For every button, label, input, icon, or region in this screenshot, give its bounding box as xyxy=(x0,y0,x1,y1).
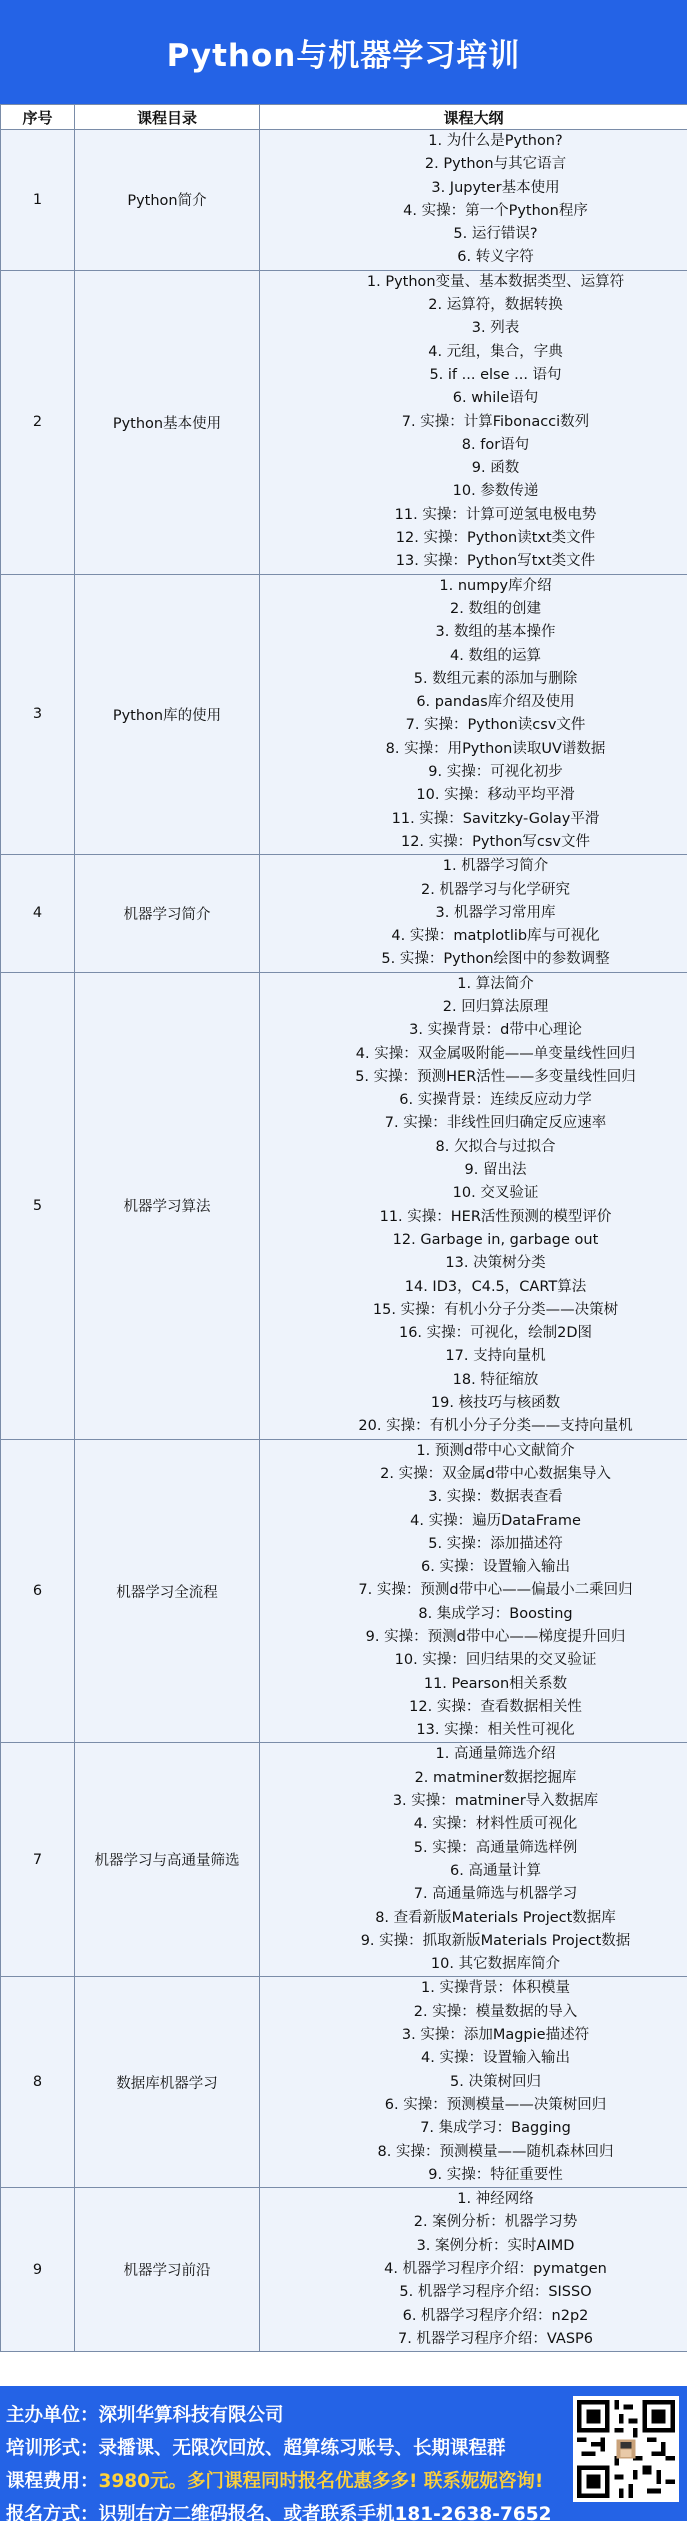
footer-signup xyxy=(6,2498,551,2531)
course-outline xyxy=(260,1977,687,2188)
topic-item: 6. 实操：预测模量——决策树回归 xyxy=(304,2094,687,2117)
topic-item: 4. 元组，集合，字典 xyxy=(304,341,687,364)
table-row xyxy=(1,1977,687,2188)
topic-item: 2. matminer数据挖掘库 xyxy=(304,1767,687,1790)
topic-item: 5. 实操：添加描述符 xyxy=(304,1533,687,1556)
topic-item: 10. 参数传递 xyxy=(304,480,687,503)
footer-info xyxy=(6,2399,551,2531)
course-outline xyxy=(260,574,687,855)
topic-list xyxy=(260,271,687,574)
table-row xyxy=(1,972,687,1439)
topic-item: 1. 机器学习简介 xyxy=(304,855,687,878)
topic-item: 1. 实操背景：体积模量 xyxy=(304,1977,687,2000)
course-outline xyxy=(260,2188,687,2352)
topic-item: 2. 运算符，数据转换 xyxy=(304,294,687,317)
topic-list xyxy=(260,855,687,971)
footer xyxy=(0,2386,687,2521)
row-number: 6 xyxy=(1,1439,75,1743)
topic-item: 11. 实操：计算可逆氢电极电势 xyxy=(304,504,687,527)
qr-code[interactable] xyxy=(573,2396,679,2502)
topic-item: 3. 数组的基本操作 xyxy=(304,621,687,644)
topic-item: 9. 函数 xyxy=(304,457,687,480)
table-row xyxy=(1,1743,687,1977)
course-outline xyxy=(260,855,687,972)
signup-label: 报名方式： xyxy=(6,2504,99,2525)
topic-item: 12. Garbage in, garbage out xyxy=(304,1229,687,1252)
course-outline xyxy=(260,270,687,574)
topic-item: 7. 机器学习程序介绍：VASP6 xyxy=(304,2328,687,2351)
footer-fee xyxy=(6,2465,551,2498)
topic-item: 4. 实操：遍历DataFrame xyxy=(304,1510,687,1533)
topic-list xyxy=(260,130,687,270)
topic-item: 9. 实操：可视化初步 xyxy=(304,761,687,784)
topic-item: 4. 实操：材料性质可视化 xyxy=(304,1813,687,1836)
table-row xyxy=(1,574,687,855)
topic-item: 11. 实操：Savitzky-Golay平滑 xyxy=(304,808,687,831)
topic-list xyxy=(260,1440,687,1743)
row-number: 2 xyxy=(1,270,75,574)
table-header-row xyxy=(1,105,687,130)
topic-item: 3. 列表 xyxy=(304,317,687,340)
topic-item: 19. 核技巧与核函数 xyxy=(304,1392,687,1415)
topic-list xyxy=(260,1743,687,1976)
course-name: Python基本使用 xyxy=(75,270,260,574)
footer-organizer xyxy=(6,2399,551,2432)
format-value: 录播课、无限次回放、超算练习账号、长期课程群 xyxy=(99,2438,506,2459)
row-number: 1 xyxy=(1,130,75,271)
course-name: Python简介 xyxy=(75,130,260,271)
table-row xyxy=(1,2188,687,2352)
topic-item: 6. pandas库介绍及使用 xyxy=(304,691,687,714)
fee-label: 课程费用： xyxy=(6,2471,99,2492)
row-number: 5 xyxy=(1,972,75,1439)
topic-item: 10. 实操：移动平均平滑 xyxy=(304,784,687,807)
topic-item: 13. 实操：相关性可视化 xyxy=(304,1719,687,1742)
topic-item: 12. 实操：Python写csv文件 xyxy=(304,831,687,854)
footer-format xyxy=(6,2432,551,2465)
topic-item: 11. 实操：HER活性预测的模型评价 xyxy=(304,1206,687,1229)
course-name: 机器学习前沿 xyxy=(75,2188,260,2352)
format-label: 培训形式： xyxy=(6,2438,99,2459)
topic-item: 7. 高通量筛选与机器学习 xyxy=(304,1883,687,1906)
topic-item: 9. 留出法 xyxy=(304,1159,687,1182)
topic-list xyxy=(260,1977,687,2187)
topic-item: 11. Pearson相关系数 xyxy=(304,1673,687,1696)
topic-item: 8. 实操：预测模量——随机森林回归 xyxy=(304,2141,687,2164)
topic-item: 18. 特征缩放 xyxy=(304,1369,687,1392)
row-number: 8 xyxy=(1,1977,75,2188)
topic-item: 6. 高通量计算 xyxy=(304,1860,687,1883)
course-outline xyxy=(260,1743,687,1977)
topic-list xyxy=(260,575,687,855)
topic-item: 2. 回归算法原理 xyxy=(304,996,687,1019)
topic-item: 4. 实操：matplotlib库与可视化 xyxy=(304,925,687,948)
column-header-number: 序号 xyxy=(1,105,75,130)
topic-item: 3. Jupyter基本使用 xyxy=(304,177,687,200)
course-outline xyxy=(260,972,687,1439)
course-outline xyxy=(260,1439,687,1743)
row-number: 3 xyxy=(1,574,75,855)
topic-item: 8. 欠拟合与过拟合 xyxy=(304,1136,687,1159)
topic-item: 8. for语句 xyxy=(304,434,687,457)
topic-item: 5. if ... else ... 语句 xyxy=(304,364,687,387)
qr-code-icon xyxy=(577,2400,675,2498)
topic-item: 4. 实操：第一个Python程序 xyxy=(304,200,687,223)
topic-item: 9. 实操：预测d带中心——梯度提升回归 xyxy=(304,1626,687,1649)
topic-item: 12. 实操：查看数据相关性 xyxy=(304,1696,687,1719)
topic-item: 9. 实操：抓取新版Materials Project数据 xyxy=(304,1930,687,1953)
topic-item: 4. 实操：双金属吸附能——单变量线性回归 xyxy=(304,1043,687,1066)
topic-item: 5. 实操：Python绘图中的参数调整 xyxy=(304,948,687,971)
topic-item: 14. ID3，C4.5，CART算法 xyxy=(304,1276,687,1299)
topic-item: 1. Python变量、基本数据类型、运算符 xyxy=(304,271,687,294)
topic-item: 3. 实操：数据表查看 xyxy=(304,1486,687,1509)
topic-item: 1. 神经网络 xyxy=(304,2188,687,2211)
row-number: 9 xyxy=(1,2188,75,2352)
topic-item: 6. while语句 xyxy=(304,387,687,410)
topic-item: 10. 交叉验证 xyxy=(304,1182,687,1205)
topic-item: 4. 数组的运算 xyxy=(304,645,687,668)
topic-item: 7. 集成学习：Bagging xyxy=(304,2117,687,2140)
topic-item: 10. 实操：回归结果的交叉验证 xyxy=(304,1649,687,1672)
topic-item: 8. 查看新版Materials Project数据库 xyxy=(304,1907,687,1930)
topic-item: 12. 实操：Python读txt类文件 xyxy=(304,527,687,550)
topic-item: 2. 机器学习与化学研究 xyxy=(304,879,687,902)
topic-item: 1. 预测d带中心文献简介 xyxy=(304,1440,687,1463)
topic-item: 6. 实操背景：连续反应动力学 xyxy=(304,1089,687,1112)
table-row xyxy=(1,270,687,574)
topic-item: 2. Python与其它语言 xyxy=(304,153,687,176)
topic-item: 13. 决策树分类 xyxy=(304,1252,687,1275)
topic-item: 1. 高通量筛选介绍 xyxy=(304,1743,687,1766)
topic-item: 5. 运行错误? xyxy=(304,223,687,246)
topic-item: 1. numpy库介绍 xyxy=(304,575,687,598)
topic-list xyxy=(260,2188,687,2351)
topic-item: 13. 实操：Python写txt类文件 xyxy=(304,550,687,573)
course-name: 机器学习全流程 xyxy=(75,1439,260,1743)
topic-item: 1. 为什么是Python? xyxy=(304,130,687,153)
column-header-course: 课程目录 xyxy=(75,105,260,130)
topic-item: 3. 实操：添加Magpie描述符 xyxy=(304,2024,687,2047)
topic-item: 3. 实操背景：d带中心理论 xyxy=(304,1019,687,1042)
topic-item: 16. 实操：可视化，绘制2D图 xyxy=(304,1322,687,1345)
topic-list xyxy=(260,973,687,1439)
topic-item: 7. 实操：Python读csv文件 xyxy=(304,714,687,737)
topic-item: 2. 案例分析：机器学习势 xyxy=(304,2211,687,2234)
topic-item: 3. 机器学习常用库 xyxy=(304,902,687,925)
topic-item: 4. 机器学习程序介绍：pymatgen xyxy=(304,2258,687,2281)
topic-item: 3. 实操：matminer导入数据库 xyxy=(304,1790,687,1813)
topic-item: 2. 实操：双金属d带中心数据集导入 xyxy=(304,1463,687,1486)
column-header-outline: 课程大纲 xyxy=(260,105,687,130)
topic-item: 6. 实操：设置输入输出 xyxy=(304,1556,687,1579)
topic-item: 15. 实操：有机小分子分类——决策树 xyxy=(304,1299,687,1322)
syllabus-table xyxy=(0,104,687,2352)
course-name: 数据库机器学习 xyxy=(75,1977,260,2188)
course-name: Python库的使用 xyxy=(75,574,260,855)
course-outline xyxy=(260,130,687,271)
topic-item: 7. 实操：非线性回归确定反应速率 xyxy=(304,1112,687,1135)
fee-value: 3980元。多门课程同时报名优惠多多! 联系妮妮咨询! xyxy=(99,2471,544,2492)
topic-item: 3. 案例分析：实时AIMD xyxy=(304,2235,687,2258)
course-name: 机器学习算法 xyxy=(75,972,260,1439)
topic-item: 20. 实操：有机小分子分类——支持向量机 xyxy=(304,1415,687,1438)
topic-item: 4. 实操：设置输入输出 xyxy=(304,2047,687,2070)
organizer-value: 深圳华算科技有限公司 xyxy=(99,2405,284,2426)
topic-item: 2. 实操：模量数据的导入 xyxy=(304,2001,687,2024)
title-bar xyxy=(0,0,687,104)
course-name: 机器学习与高通量筛选 xyxy=(75,1743,260,1977)
topic-item: 6. 机器学习程序介绍：n2p2 xyxy=(304,2305,687,2328)
topic-item: 5. 决策树回归 xyxy=(304,2071,687,2094)
topic-item: 8. 集成学习：Boosting xyxy=(304,1603,687,1626)
organizer-label: 主办单位： xyxy=(6,2405,99,2426)
topic-item: 5. 机器学习程序介绍：SISSO xyxy=(304,2281,687,2304)
course-name: 机器学习简介 xyxy=(75,855,260,972)
table-row xyxy=(1,130,687,271)
topic-item: 17. 支持向量机 xyxy=(304,1345,687,1368)
topic-item: 7. 实操：预测d带中心——偏最小二乘回归 xyxy=(304,1579,687,1602)
topic-item: 9. 实操：特征重要性 xyxy=(304,2164,687,2187)
topic-item: 5. 实操：高通量筛选样例 xyxy=(304,1837,687,1860)
table-row xyxy=(1,1439,687,1743)
page-title: Python与机器学习培训 xyxy=(167,30,521,75)
topic-item: 1. 算法简介 xyxy=(304,973,687,996)
topic-item: 7. 实操：计算Fibonacci数列 xyxy=(304,411,687,434)
row-number: 7 xyxy=(1,1743,75,1977)
topic-item: 2. 数组的创建 xyxy=(304,598,687,621)
row-number: 4 xyxy=(1,855,75,972)
topic-item: 6. 转义字符 xyxy=(304,246,687,269)
topic-item: 5. 实操：预测HER活性——多变量线性回归 xyxy=(304,1066,687,1089)
table-row xyxy=(1,855,687,972)
topic-item: 5. 数组元素的添加与删除 xyxy=(304,668,687,691)
topic-item: 8. 实操：用Python读取UV谱数据 xyxy=(304,738,687,761)
topic-item: 10. 其它数据库简介 xyxy=(304,1953,687,1976)
signup-value: 识别右方二维码报名、或者联系手机181-2638-7652 xyxy=(99,2504,552,2525)
